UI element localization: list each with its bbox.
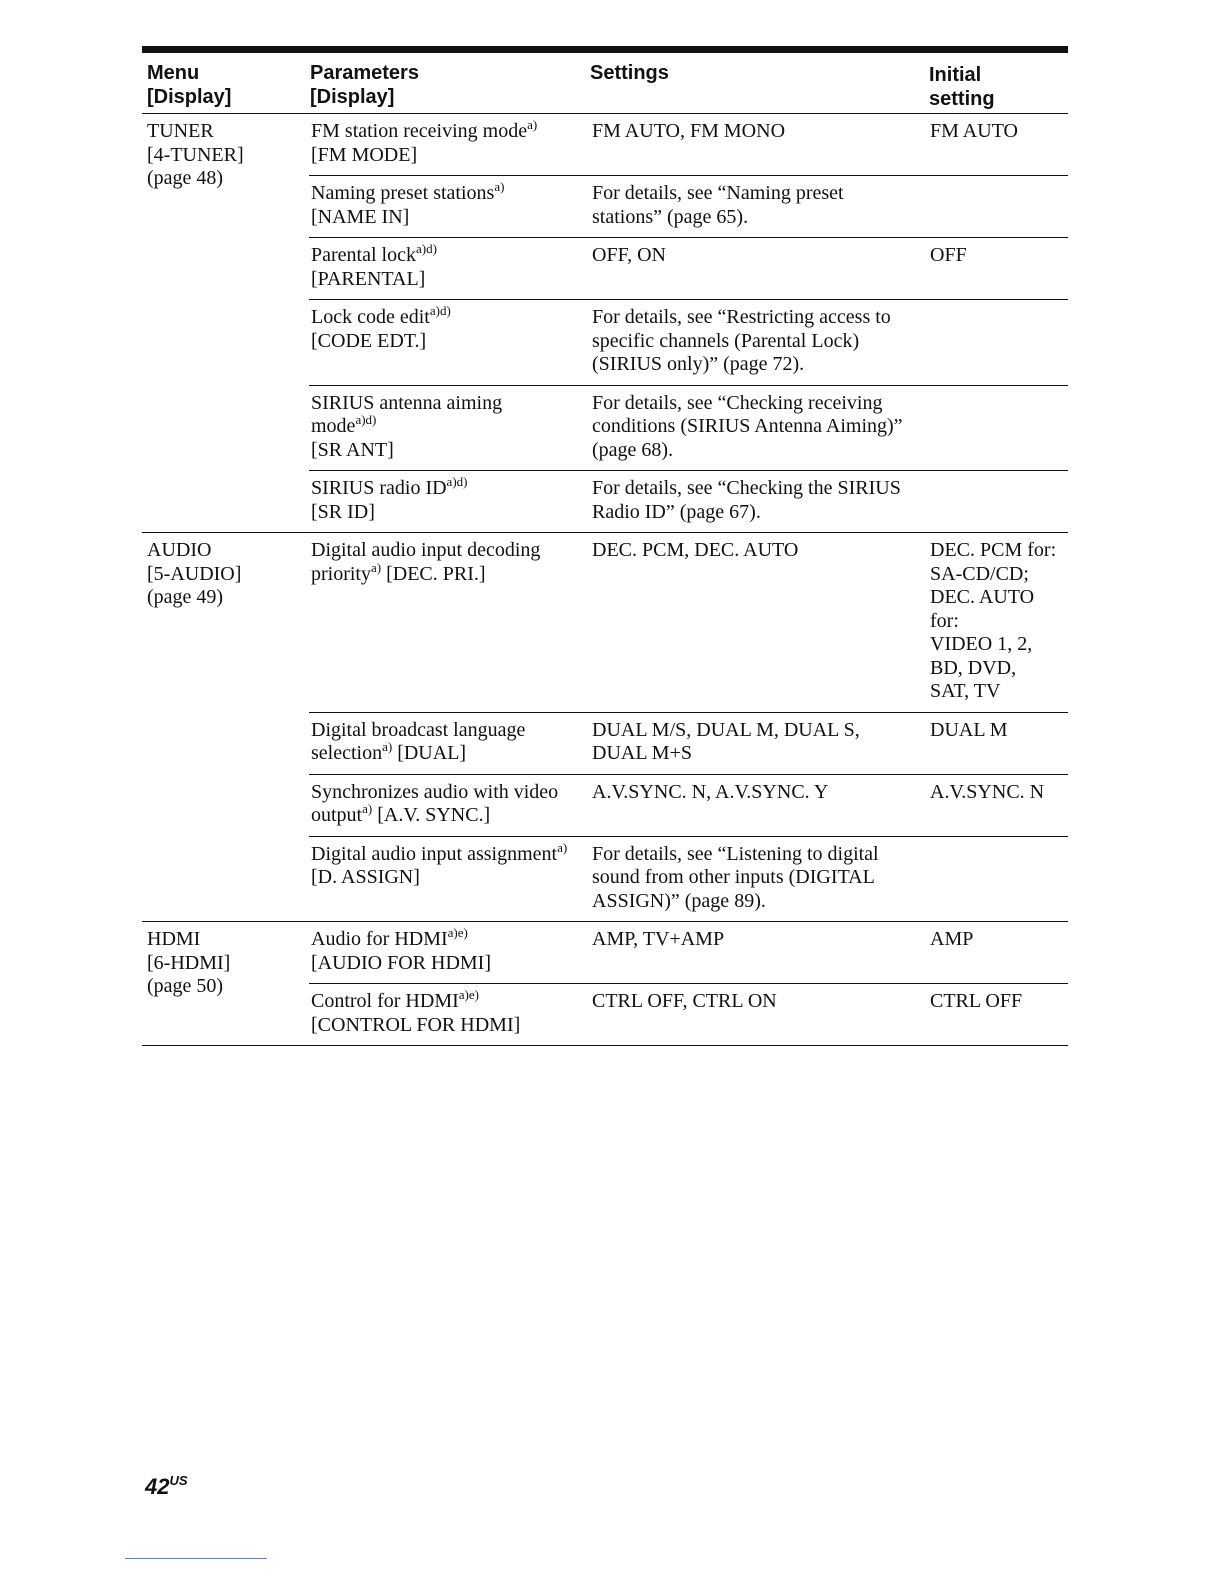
menu-cell bbox=[142, 114, 309, 532]
parameter-line bbox=[311, 839, 590, 867]
initial-line: for: bbox=[930, 609, 959, 632]
settings-cell bbox=[590, 300, 930, 385]
initial-setting-cell bbox=[930, 837, 1068, 922]
parameter-text: FM station receiving mode bbox=[311, 120, 528, 142]
settings-line: A.V.SYNC. N, A.V.SYNC. Y bbox=[592, 780, 829, 803]
parameter-cell bbox=[309, 775, 590, 836]
parameter-line bbox=[311, 330, 590, 354]
parameter-text: [AUDIO FOR HDMI] bbox=[311, 951, 491, 974]
settings-line: stations” (page 65). bbox=[592, 205, 749, 228]
menu-line: [6-HDMI] bbox=[147, 951, 231, 974]
settings-cell bbox=[590, 775, 930, 836]
initial-line: AMP bbox=[930, 928, 974, 950]
settings-line: For details, see “Restricting access to bbox=[592, 306, 891, 328]
parameter-line bbox=[311, 739, 590, 766]
initial-line: A.V.SYNC. N bbox=[930, 780, 1045, 803]
parameter-cell bbox=[309, 533, 590, 712]
footnote-marker: a)d) bbox=[446, 474, 468, 489]
header-settings bbox=[590, 61, 669, 85]
footnote-marker: a) bbox=[362, 801, 373, 816]
settings-table bbox=[142, 46, 1068, 1046]
parameter-text: [CONTROL FOR HDMI] bbox=[311, 1013, 521, 1036]
parameter-line bbox=[311, 144, 590, 168]
parameter-display: [DEC. PRI.] bbox=[381, 562, 486, 585]
settings-cell bbox=[590, 984, 930, 1045]
menu-group bbox=[142, 114, 1068, 533]
header-menu bbox=[147, 61, 231, 109]
header-initial-setting bbox=[929, 63, 995, 111]
settings-line: DUAL M/S, DUAL M, DUAL S, bbox=[592, 718, 860, 741]
menu-line: AUDIO bbox=[147, 539, 212, 561]
initial-setting-cell bbox=[930, 922, 1068, 983]
parameter-text: mode bbox=[311, 415, 356, 437]
parameter-line: Digital broadcast language bbox=[311, 718, 526, 741]
parameter-cell bbox=[309, 837, 590, 922]
parameter-cell bbox=[309, 176, 590, 237]
table-row bbox=[309, 922, 1068, 984]
settings-line: FM AUTO, FM MONO bbox=[592, 120, 786, 142]
initial-setting-cell bbox=[930, 300, 1068, 385]
header-parameters-title: Parameters bbox=[310, 62, 419, 84]
settings-line: DUAL M+S bbox=[592, 742, 692, 764]
parameter-line bbox=[311, 268, 590, 292]
parameter-cell bbox=[309, 386, 590, 471]
menu-line: TUNER bbox=[147, 120, 214, 142]
initial-setting-cell bbox=[930, 471, 1068, 532]
footnote-marker: a)d) bbox=[415, 241, 437, 256]
parameter-line bbox=[311, 559, 590, 587]
table-top-rule bbox=[142, 46, 1068, 53]
menu-line: [5-AUDIO] bbox=[147, 562, 242, 585]
parameter-rows bbox=[309, 114, 1068, 532]
initial-line: DEC. AUTO bbox=[930, 586, 1035, 608]
page-number bbox=[145, 1473, 188, 1500]
initial-line: FM AUTO bbox=[930, 120, 1018, 142]
parameter-line bbox=[311, 117, 590, 144]
table-row bbox=[309, 984, 1068, 1045]
parameter-text: [PARENTAL] bbox=[311, 267, 426, 290]
header-menu-title: Menu bbox=[147, 62, 200, 84]
parameter-text: Parental lock bbox=[311, 244, 416, 266]
settings-line: sound from other inputs (DIGITAL bbox=[592, 866, 875, 888]
settings-line: For details, see “Checking the SIRIUS bbox=[592, 477, 901, 499]
parameter-text: [CODE EDT.] bbox=[311, 329, 427, 352]
menu-line: (page 49) bbox=[147, 586, 224, 608]
header-initial-line1: Initial bbox=[929, 64, 982, 86]
initial-line: DUAL M bbox=[930, 718, 1008, 741]
footnote-marker: a)e) bbox=[458, 987, 479, 1002]
parameter-text: [FM MODE] bbox=[311, 143, 418, 166]
settings-line: specific channels (Parental Lock) bbox=[592, 329, 860, 352]
settings-line: ASSIGN)” (page 89). bbox=[592, 889, 766, 912]
initial-setting-cell bbox=[930, 775, 1068, 836]
footnote-marker: a) bbox=[494, 179, 505, 194]
parameter-line bbox=[311, 866, 590, 890]
parameter-cell bbox=[309, 922, 590, 983]
table-row bbox=[309, 176, 1068, 238]
table-row bbox=[309, 775, 1068, 837]
menu-line: [4-TUNER] bbox=[147, 143, 244, 166]
settings-line: OFF, ON bbox=[592, 244, 666, 266]
initial-setting-cell bbox=[930, 238, 1068, 299]
settings-cell bbox=[590, 238, 930, 299]
settings-cell bbox=[590, 713, 930, 774]
table-row bbox=[309, 837, 1068, 922]
table-body bbox=[142, 114, 1068, 1046]
initial-line: OFF bbox=[930, 244, 967, 266]
parameter-line bbox=[311, 412, 590, 439]
header-parameters bbox=[310, 61, 419, 109]
footnote-marker: a)d) bbox=[429, 303, 451, 318]
parameter-line bbox=[311, 474, 590, 501]
parameter-word: selection bbox=[311, 742, 383, 764]
table-header bbox=[142, 53, 1068, 114]
table-row bbox=[309, 300, 1068, 386]
parameter-text: Naming preset stations bbox=[311, 182, 495, 204]
parameter-line bbox=[311, 1014, 590, 1038]
initial-setting-cell bbox=[930, 713, 1068, 774]
settings-cell bbox=[590, 114, 930, 175]
parameter-text: Control for HDMI bbox=[311, 990, 459, 1012]
footnote-marker: a) bbox=[527, 117, 538, 132]
settings-line: conditions (SIRIUS Antenna Aiming)” bbox=[592, 415, 903, 437]
parameter-line bbox=[311, 925, 590, 952]
parameter-word: priority bbox=[311, 562, 371, 585]
settings-line: For details, see “Checking receiving bbox=[592, 391, 883, 414]
page-number-suffix: US bbox=[169, 1473, 188, 1488]
footnote-marker: a) bbox=[382, 739, 393, 754]
settings-cell bbox=[590, 471, 930, 532]
settings-line: For details, see “Naming preset bbox=[592, 182, 844, 204]
parameter-text: Digital audio input assignment bbox=[311, 842, 558, 865]
parameter-cell bbox=[309, 984, 590, 1045]
parameter-text: [SR ID] bbox=[311, 500, 375, 523]
table-row bbox=[309, 114, 1068, 176]
parameter-rows bbox=[309, 922, 1068, 1045]
parameter-rows bbox=[309, 533, 1068, 921]
settings-cell bbox=[590, 837, 930, 922]
parameter-line: Synchronizes audio with video bbox=[311, 780, 559, 803]
menu-group bbox=[142, 533, 1068, 922]
settings-line: DEC. PCM, DEC. AUTO bbox=[592, 539, 799, 561]
initial-line: SA-CD/CD; bbox=[930, 562, 1029, 585]
parameter-line bbox=[311, 241, 590, 268]
parameter-cell bbox=[309, 238, 590, 299]
parameter-line: Digital audio input decoding bbox=[311, 539, 541, 561]
parameter-text: [D. ASSIGN] bbox=[311, 866, 420, 888]
initial-setting-cell bbox=[930, 386, 1068, 471]
footnote-marker: a)d) bbox=[355, 412, 377, 427]
parameter-cell bbox=[309, 713, 590, 774]
settings-line: CTRL OFF, CTRL ON bbox=[592, 990, 777, 1012]
initial-setting-cell bbox=[930, 114, 1068, 175]
header-initial-line2: setting bbox=[929, 88, 995, 110]
parameter-line bbox=[311, 501, 590, 525]
parameter-text: SIRIUS radio ID bbox=[311, 477, 447, 499]
parameter-line bbox=[311, 206, 590, 230]
parameter-cell bbox=[309, 300, 590, 385]
page-number-value: 42 bbox=[145, 1474, 170, 1499]
parameter-line bbox=[311, 303, 590, 330]
settings-cell bbox=[590, 533, 930, 712]
footnote-marker: a)e) bbox=[447, 925, 468, 940]
settings-line: (page 68). bbox=[592, 438, 674, 461]
footer-rule bbox=[125, 1558, 267, 1559]
parameter-text: Lock code edit bbox=[311, 306, 430, 328]
initial-setting-cell bbox=[930, 533, 1068, 712]
menu-cell bbox=[142, 922, 309, 1045]
parameter-text: [NAME IN] bbox=[311, 205, 410, 228]
initial-line: BD, DVD, bbox=[930, 656, 1017, 679]
initial-line: CTRL OFF bbox=[930, 990, 1023, 1012]
header-parameters-display: [Display] bbox=[310, 86, 395, 108]
parameter-word: output bbox=[311, 804, 363, 826]
table-row bbox=[309, 471, 1068, 532]
parameter-line bbox=[311, 392, 590, 416]
parameter-line bbox=[311, 801, 590, 828]
header-settings-title: Settings bbox=[590, 62, 669, 84]
parameter-display: [DUAL] bbox=[392, 742, 467, 764]
initial-setting-cell bbox=[930, 984, 1068, 1045]
menu-cell bbox=[142, 533, 309, 921]
menu-line: (page 50) bbox=[147, 975, 224, 997]
parameter-display: [A.V. SYNC.] bbox=[372, 804, 491, 826]
table-row bbox=[309, 386, 1068, 472]
parameter-line bbox=[311, 439, 590, 463]
parameter-line bbox=[311, 952, 590, 976]
settings-cell bbox=[590, 386, 930, 471]
parameter-text: [SR ANT] bbox=[311, 438, 394, 461]
menu-line: (page 48) bbox=[147, 167, 224, 189]
settings-cell bbox=[590, 176, 930, 237]
header-menu-display: [Display] bbox=[147, 86, 232, 108]
settings-line: For details, see “Listening to digital bbox=[592, 842, 879, 865]
initial-line: SAT, TV bbox=[930, 680, 1001, 702]
parameter-line bbox=[311, 179, 590, 206]
parameter-cell bbox=[309, 471, 590, 532]
settings-cell bbox=[590, 922, 930, 983]
table-row bbox=[309, 713, 1068, 775]
menu-line: HDMI bbox=[147, 928, 201, 950]
footnote-marker: a) bbox=[557, 839, 568, 855]
parameter-line bbox=[311, 987, 590, 1014]
parameter-text: SIRIUS antenna aiming bbox=[311, 391, 503, 414]
initial-setting-cell bbox=[930, 176, 1068, 237]
settings-line: AMP, TV+AMP bbox=[592, 928, 725, 950]
parameter-text: Audio for HDMI bbox=[311, 928, 448, 950]
footnote-marker: a) bbox=[371, 559, 382, 575]
table-row bbox=[309, 533, 1068, 713]
initial-line: VIDEO 1, 2, bbox=[930, 633, 1033, 655]
table-row bbox=[309, 238, 1068, 300]
parameter-cell bbox=[309, 114, 590, 175]
settings-line: (SIRIUS only)” (page 72). bbox=[592, 353, 805, 375]
menu-group bbox=[142, 922, 1068, 1046]
settings-line: Radio ID” (page 67). bbox=[592, 500, 761, 523]
initial-line: DEC. PCM for: bbox=[930, 539, 1057, 561]
